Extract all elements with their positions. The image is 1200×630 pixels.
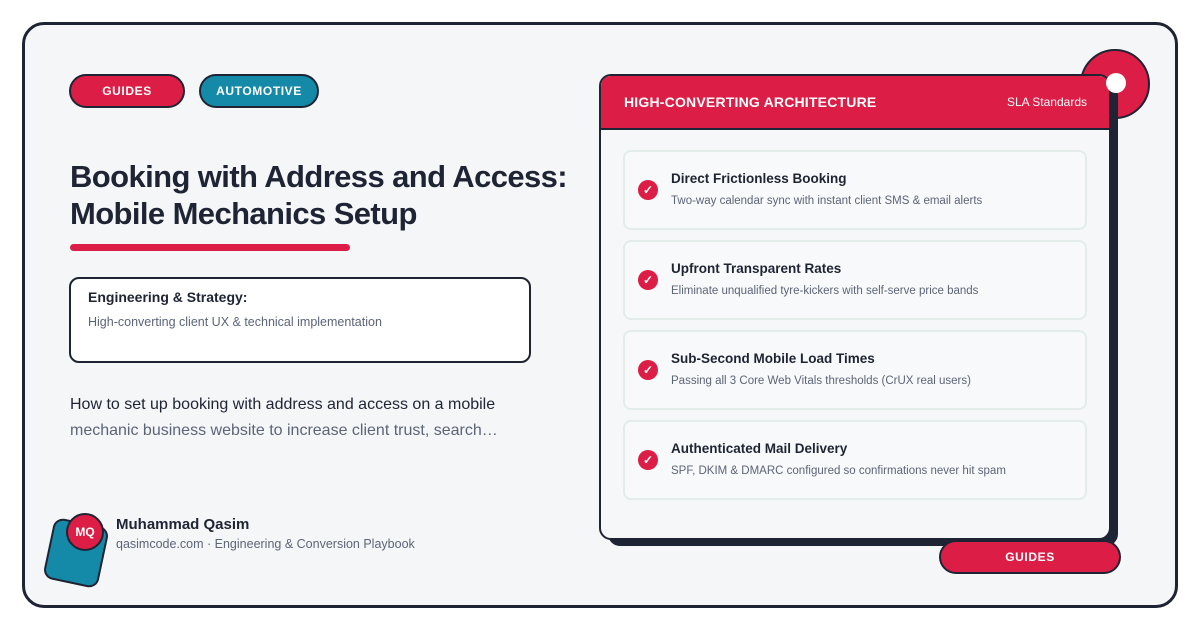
check-circle-icon: ✓ bbox=[638, 360, 658, 380]
article-description bbox=[70, 392, 550, 444]
sla-badge: SLA Standards bbox=[1006, 95, 1087, 109]
feature-list bbox=[623, 150, 1087, 510]
description-line-2: mechanic business website to increase client trust, search… bbox=[70, 422, 498, 439]
feature-description: SPF, DKIM & DMARC configured so confirmations never hit spam bbox=[671, 465, 1006, 477]
strategy-title: Engineering & Strategy: bbox=[88, 289, 248, 305]
feature-item bbox=[623, 240, 1087, 320]
author-name: Muhammad Qasim bbox=[116, 516, 250, 533]
architecture-card bbox=[599, 74, 1111, 540]
feature-description: Two-way calendar sync with instant client SMS & email alerts bbox=[671, 195, 983, 207]
card-title: HIGH-CONVERTING ARCHITECTURE bbox=[624, 94, 877, 110]
check-circle-icon: ✓ bbox=[638, 450, 658, 470]
feature-title: Direct Frictionless Booking bbox=[671, 171, 847, 186]
feature-title: Upfront Transparent Rates bbox=[671, 261, 842, 276]
feature-item bbox=[623, 330, 1087, 410]
check-circle-icon: ✓ bbox=[638, 270, 658, 290]
card-header bbox=[601, 76, 1109, 130]
decorative-dot bbox=[1106, 73, 1126, 93]
avatar: MQ bbox=[66, 513, 104, 551]
feature-description: Passing all 3 Core Web Vitals thresholds (CrUX real users) bbox=[671, 375, 971, 387]
feature-description: Eliminate unqualified tyre-kickers with self-serve price bands bbox=[671, 285, 979, 297]
check-circle-icon: ✓ bbox=[638, 180, 658, 200]
page-title bbox=[70, 158, 570, 232]
tag-guides[interactable]: GUIDES bbox=[69, 74, 185, 108]
author-subtitle: qasimcode.com · Engineering & Conversion Playbook bbox=[116, 537, 415, 551]
strategy-box bbox=[69, 277, 531, 363]
feature-title: Authenticated Mail Delivery bbox=[671, 441, 848, 456]
description-line-1: How to set up booking with address and access on a mobile bbox=[70, 396, 496, 413]
feature-title: Sub-Second Mobile Load Times bbox=[671, 351, 875, 366]
title-line-2: Mobile Mechanics Setup bbox=[70, 196, 417, 231]
feature-item bbox=[623, 420, 1087, 500]
strategy-subtitle: High-converting client UX & technical implementation bbox=[88, 315, 382, 329]
title-line-1: Booking with Address and Access: bbox=[70, 159, 567, 194]
feature-item bbox=[623, 150, 1087, 230]
tag-automotive[interactable]: AUTOMOTIVE bbox=[199, 74, 319, 108]
title-underline bbox=[70, 244, 350, 251]
tag-guides-bottom[interactable]: GUIDES bbox=[939, 540, 1121, 574]
